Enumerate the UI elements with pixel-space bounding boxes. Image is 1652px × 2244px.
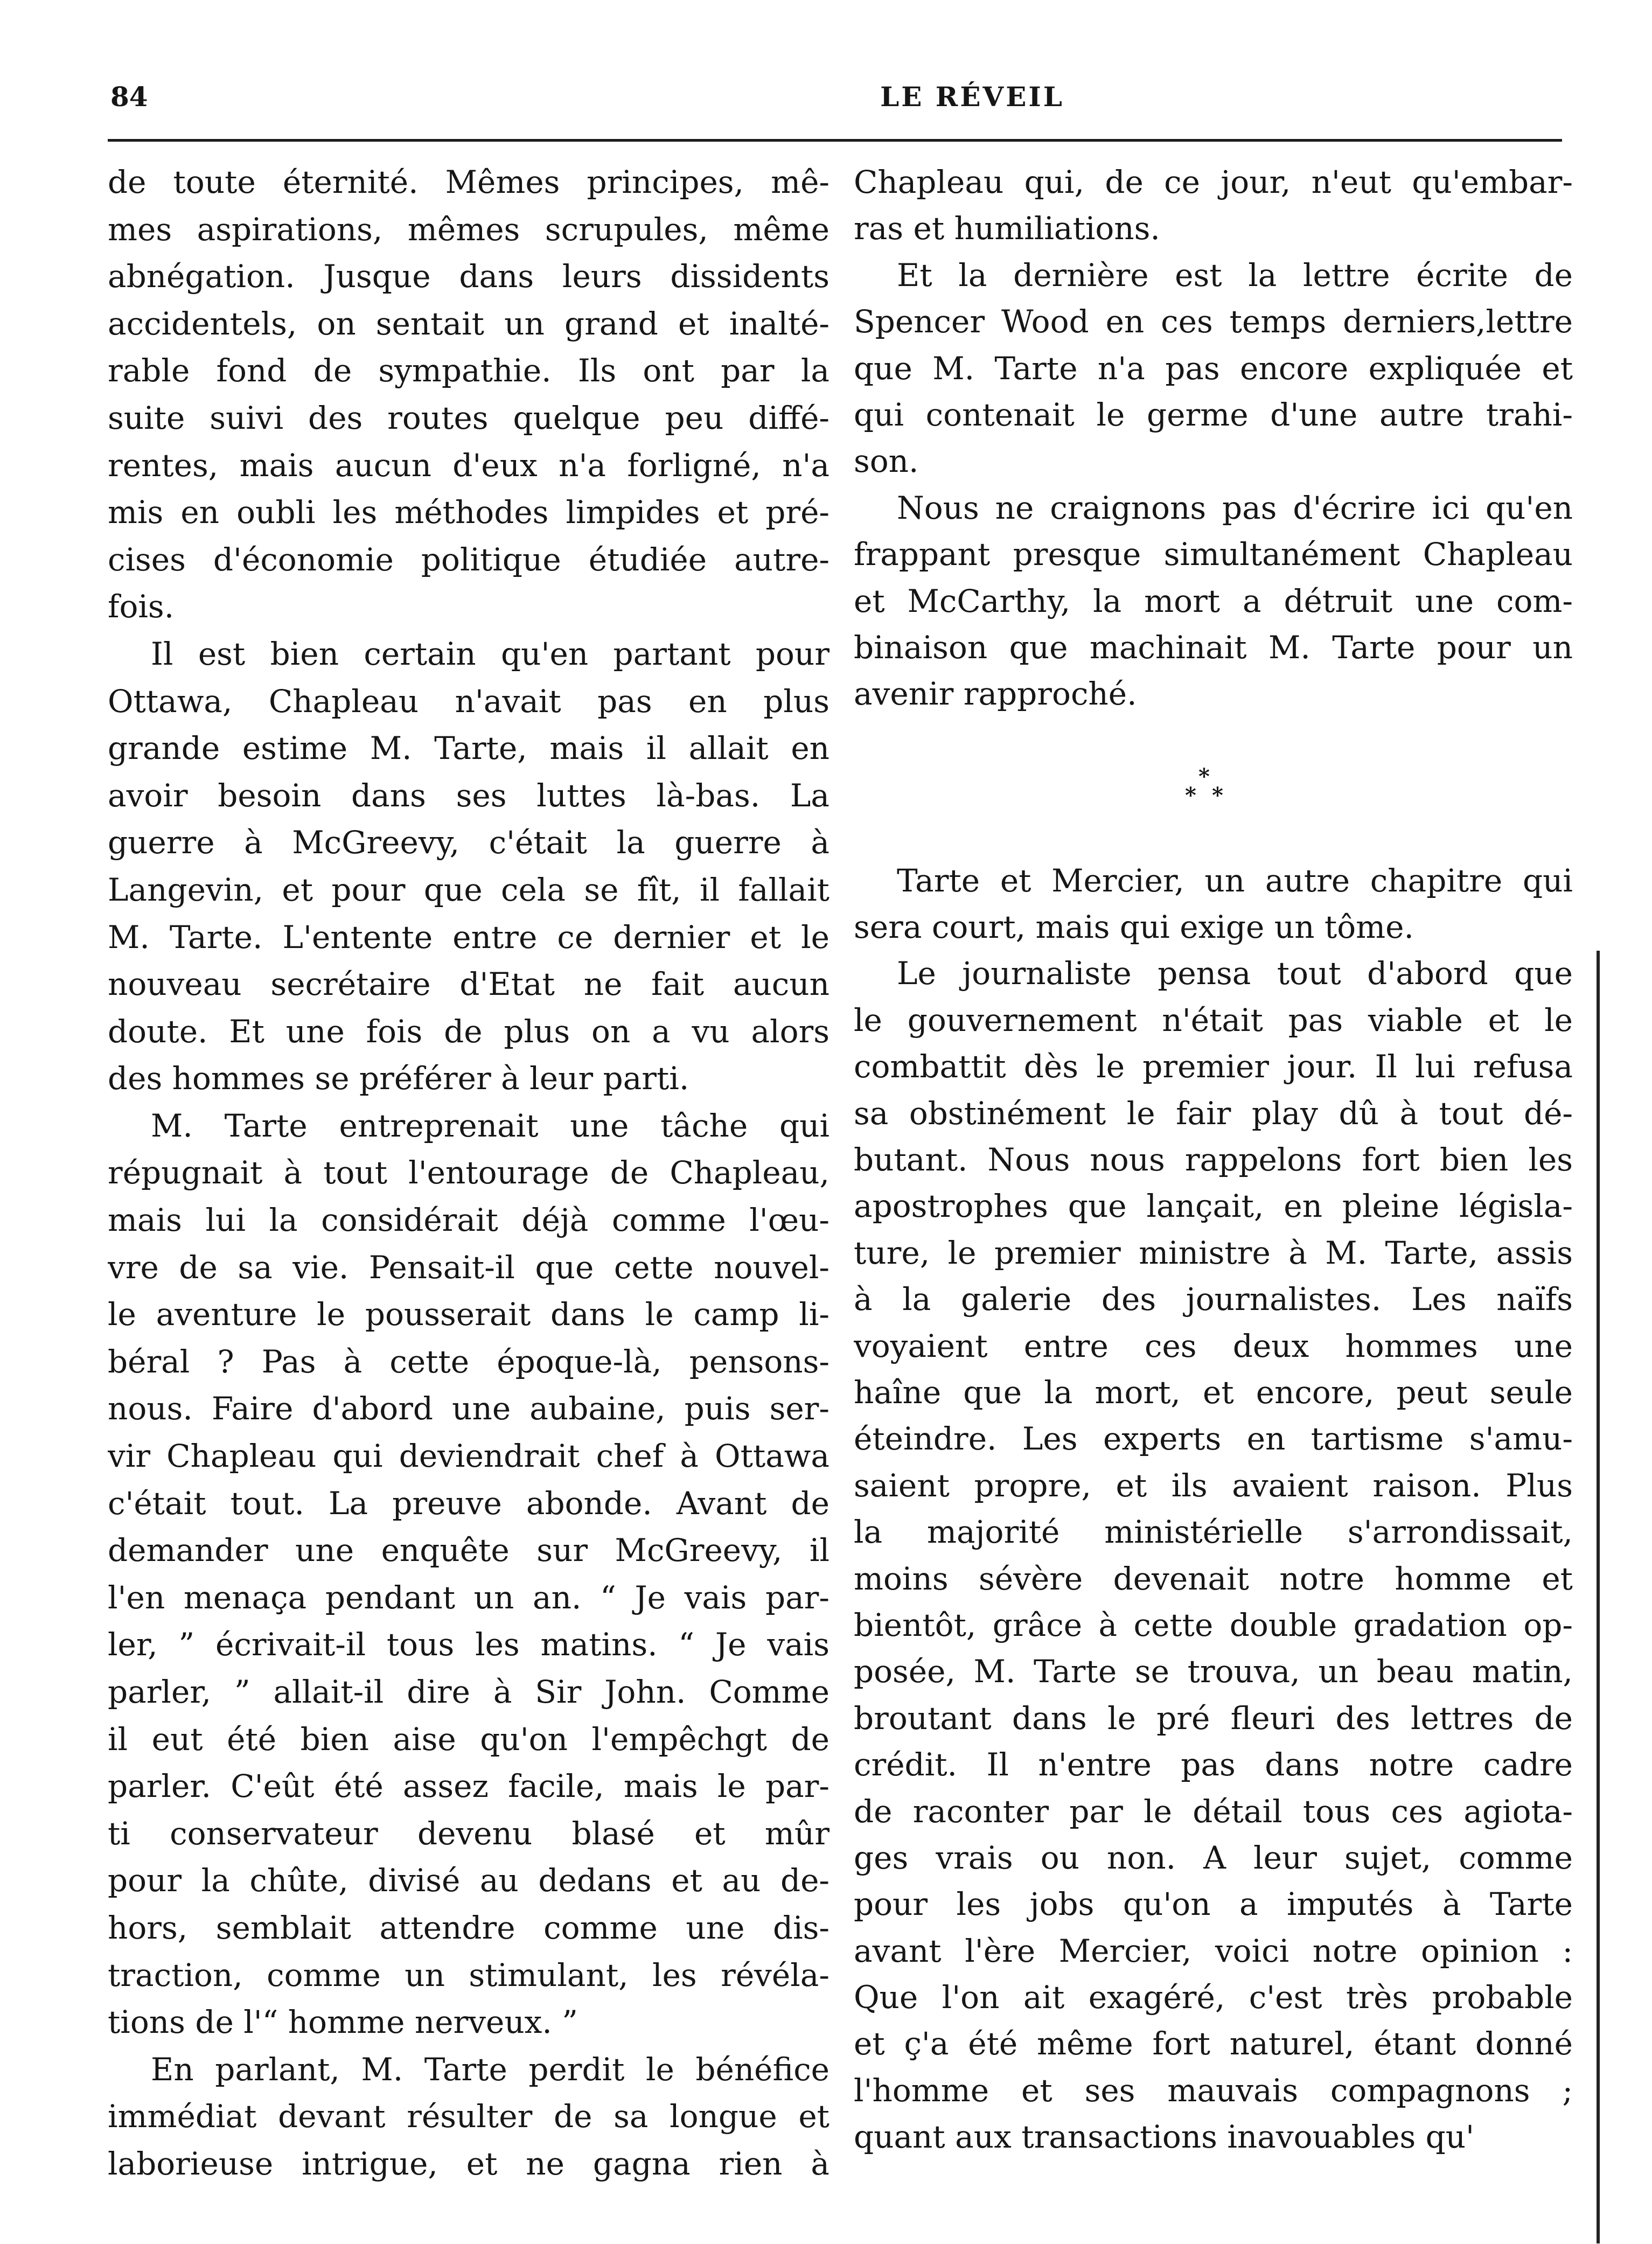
text-line: avoir besoin dans ses luttes là-bas. La [108,777,830,814]
text-line: hors, semblait attendre comme une dis- [108,1909,830,1946]
text-line: Tarte et Mercier, un autre chapitre qui [897,862,1573,899]
text-line: immédiat devant résulter de sa longue et [108,2098,830,2135]
text-line: sera court, mais qui exige un tôme. [854,909,1414,946]
text-line: broutant dans le pré fleuri des lettres de [854,1699,1573,1737]
asterism [854,717,1573,858]
text-line: avant l'ère Mercier, voici notre opinion : [854,1932,1573,1969]
text-line: c'était tout. La preuve abonde. Avant de [108,1485,830,1522]
text-line: son. [854,443,919,480]
text-line: moins sévère devenait notre homme et [854,1560,1573,1597]
text-line: Ottawa, Chapleau n'avait pas en plus [108,682,830,720]
text-line: qui contenait le germe d'une autre trahi- [854,396,1573,433]
text-line: haîne que la mort, et encore, peut seule [854,1374,1573,1411]
text-line: demander une enquête sur McGreevy, il [108,1532,830,1569]
text-line: fois. [108,588,175,625]
text-line: que M. Tarte n'a pas encore expliquée et [854,350,1573,387]
text-line: rable fond de sympathie. Ils ont par la [108,352,830,389]
text-line: binaison que machinait M. Tarte pour un [854,629,1573,666]
text-line: rentes, mais aucun d'eux n'a forligné, n'a [108,447,830,484]
asterism-star: * [1185,782,1196,808]
text-line: Chapleau qui, de ce jour, n'eut qu'embar- [854,164,1573,200]
text-line: butant. Nous nous rappelons fort bien les [854,1141,1573,1179]
text-line: vre de sa vie. Pensait-il que cette nouvel- [108,1249,830,1286]
text-line: combattit dès le premier jour. Il lui refusa [854,1048,1573,1085]
asterism-star: * [1198,763,1210,789]
text-line: nouveau secrétaire d'Etat ne fait aucun [108,966,830,1003]
right-column-top [854,159,1573,717]
text-line: accidentels, on sentait un grand et inalté- [108,305,830,342]
text-line: éteindre. Les experts en tartisme s'amu- [854,1420,1573,1458]
text-line: le gouvernement n'était pas viable et le [854,1001,1573,1039]
text-line: ras et humiliations. [854,210,1160,247]
text-line: ture, le premier ministre à M. Tarte, assis [854,1234,1573,1271]
text-line: la majorité ministérielle s'arrondissait, [854,1514,1573,1551]
text-line: mes aspirations, mêmes scrupules, même [108,211,830,248]
text-line: En parlant, M. Tarte perdit le bénéfice [151,2051,830,2088]
text-line: mis en oubli les méthodes limpides et pré- [108,494,830,531]
text-line: quant aux transactions inavouables qu' [854,2118,1475,2156]
text-line: grande estime M. Tarte, mais il allait en [108,730,830,767]
text-line: traction, comme un stimulant, les révéla- [108,1956,830,1994]
text-line: crédit. Il n'entre pas dans notre cadre [854,1746,1573,1783]
text-line: sa obstinément le fair play dû à tout dé- [854,1095,1573,1132]
text-line: Et la dernière est la lettre écrite de [897,256,1573,294]
text-line: parler. C'eût été assez facile, mais le par- [108,1768,830,1805]
text-line: Nous ne craignons pas d'écrire ici qu'en [897,489,1573,526]
text-line: frappant presque simultanément Chapleau [854,536,1573,573]
text-line: parler, ” allait-il dire à Sir John. Comme [108,1674,830,1710]
text-line: de raconter par le détail tous ces agiota- [854,1793,1573,1830]
text-line: et McCarthy, la mort a détruit une com- [854,582,1573,619]
text-line: posée, M. Tarte se trouva, un beau matin, [854,1653,1573,1690]
page-number: 84 [110,81,148,113]
asterism-star: * [1212,782,1223,808]
text-line: guerre à McGreevy, c'était la guerre à [108,824,830,861]
text-line: abnégation. Jusque dans leurs dissidents [108,258,830,295]
left-column [108,159,830,2188]
right-column-bottom [854,858,1573,2161]
text-line: M. Tarte. L'entente entre ce dernier et le [108,918,830,956]
text-line: vir Chapleau qui deviendrait chef à Ottawa [108,1438,830,1475]
text-line: béral ? Pas à cette époque-là, pensons- [108,1343,830,1380]
text-line: de toute éternité. Mêmes principes, mê- [108,164,830,200]
text-line: M. Tarte entreprenait une tâche qui [151,1107,830,1144]
text-line: Langevin, et pour que cela se fît, il fallait [108,871,830,908]
text-line: Spencer Wood en ces temps derniers,lettre [854,303,1573,340]
text-line: et ç'a été même fort naturel, étant donné [854,2025,1573,2062]
text-line: pour la chûte, divisé au dedans et au de- [108,1862,830,1899]
text-line: Il est bien certain qu'en partant pour [151,635,830,672]
margin-bar [1597,951,1600,2243]
text-line: Que l'on ait exagéré, c'est très probable [854,1979,1573,2016]
text-line: laborieuse intrigue, et ne gagna rien à [108,2145,830,2182]
text-line: l'en menaça pendant un an. “ Je vais par- [108,1579,830,1616]
text-line: l'homme et ses mauvais compagnons ; [854,2072,1573,2109]
text-line: ti conservateur devenu blasé et mûr [108,1815,830,1852]
text-line: ges vrais ou non. A leur sujet, comme [854,1839,1573,1876]
text-line: mais lui la considérait déjà comme l'œu- [108,1202,830,1239]
text-line: ler, ” écrivait-il tous les matins. “ Je vais [108,1626,830,1663]
text-line: des hommes se préférer à leur parti. [108,1060,689,1097]
text-line: cises d'économie politique étudiée autre- [108,541,830,578]
text-line: nous. Faire d'abord une aubaine, puis ser- [108,1390,830,1427]
header-rule [108,139,1562,142]
text-line: le aventure le pousserait dans le camp li- [108,1296,830,1333]
text-line: répugnait à tout l'entourage de Chapleau, [108,1154,830,1191]
text-line: pour les jobs qu'on a imputés à Tarte [854,1886,1573,1923]
text-line: suite suivi des routes quelque peu diffé- [108,399,830,436]
text-line: saient propre, et ils avaient raison. Plus [854,1467,1573,1504]
journal-title: LE RÉVEIL [880,81,1064,113]
page-header [110,81,1565,121]
text-line: apostrophes que lançait, en pleine législa- [854,1188,1573,1225]
text-line: tions de l'“ homme nerveux. ” [108,2004,578,2041]
text-line: voyaient entre ces deux hommes une [854,1327,1573,1364]
text-line: bientôt, grâce à cette double gradation op- [854,1606,1573,1643]
text-line: doute. Et une fois de plus on a vu alors [108,1013,830,1050]
text-line: à la galerie des journalistes. Les naïfs [854,1281,1573,1318]
right-column [854,159,1573,2161]
text-line: Le journaliste pensa tout d'abord que [897,955,1573,992]
text-line: avenir rapproché. [854,675,1137,713]
text-line: il eut été bien aise qu'on l'empêchgt de [108,1720,830,1758]
